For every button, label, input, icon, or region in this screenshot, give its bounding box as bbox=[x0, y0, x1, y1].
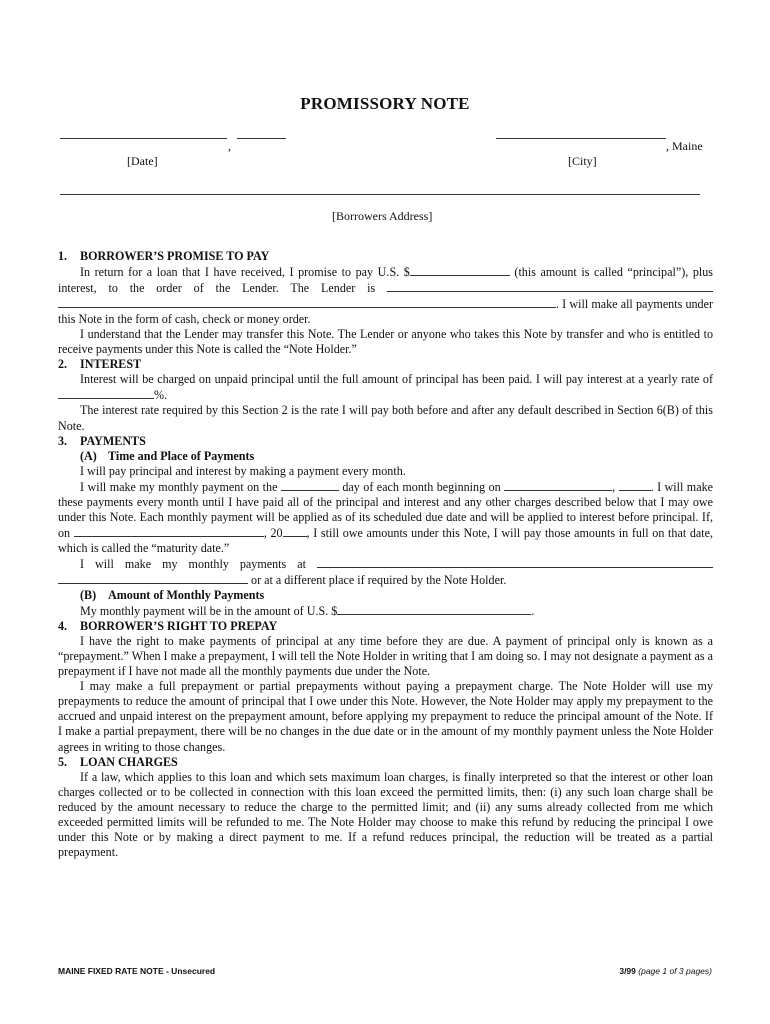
paragraph: I understand that the Lender may transfer this Note. The Lender or anyone who takes this Note by transfer and who is entitled to receive payments under this Note is called the “Note Holder.” bbox=[58, 327, 713, 357]
paragraph: If a law, which applies to this loan and which sets maximum loan charges, is finally interpreted so that the interest or other loan charges collected or to be collected in connection with this loan exceed the permitted limits, then: (i) any such loan charge shall be reduced by the amount necessary to reduce the charge to the permitted limit; and (ii) any sums already collected from me which exceeded permitted limits will be refunded to me. The Note Holder may choose to make this refund by reducing the principal I owe under this Note or by making a direct payment to me. If a refund reduces principal, the reduction will be treated as a partial prepayment. bbox=[58, 769, 713, 859]
text-run: or at a different place if required by the Note Holder. bbox=[248, 572, 507, 587]
monthly-payment-field[interactable] bbox=[337, 603, 531, 615]
city-label: [City] bbox=[568, 154, 597, 168]
section-number: 3. bbox=[58, 433, 68, 448]
year-field[interactable] bbox=[237, 138, 286, 139]
address-label: [Borrowers Address] bbox=[332, 209, 433, 223]
section-number: 4. bbox=[58, 619, 68, 634]
text-run: Interest will be charged on unpaid principal until the full amount of principal has been paid. I will pay interest at a yearly rate of bbox=[80, 372, 713, 387]
subsection-heading bbox=[58, 449, 713, 464]
text-run: . I will make all payments under this Note in the form of cash, check or money order. bbox=[58, 297, 713, 327]
subsection-label: (A) bbox=[80, 448, 97, 463]
paragraph bbox=[58, 372, 713, 403]
text-run: In return for a loan that I have received, I promise to pay U.S. $ bbox=[80, 265, 410, 280]
paragraph: I have the right to make payments of principal at any time before they are due. A payment of principal only is known as a “prepayment.” When I make a prepayment, I will tell the Note Holder in writing that I am doing so. I may not designate a payment as a prepayment if I have not made all the monthly payments due under the Note. bbox=[58, 634, 713, 679]
section-title: INTEREST bbox=[80, 357, 142, 372]
borrower-address-field[interactable] bbox=[60, 194, 700, 195]
payment-place-field[interactable] bbox=[317, 556, 713, 568]
subsection-heading bbox=[58, 588, 713, 603]
start-date-field[interactable] bbox=[504, 479, 612, 491]
date-separator: , bbox=[228, 139, 231, 153]
lender-name-field-continued[interactable] bbox=[58, 296, 556, 308]
section-title: BORROWER’S PROMISE TO PAY bbox=[80, 249, 270, 263]
paragraph bbox=[58, 479, 713, 556]
interest-rate-field[interactable] bbox=[58, 387, 154, 399]
paragraph bbox=[58, 264, 713, 327]
text-run: , 20 bbox=[263, 525, 283, 540]
text-run: , I still owe amounts under this Note, I will pay those amounts in full on that date, which is called the “maturity date.” bbox=[58, 525, 714, 555]
text-run: I will make my monthly payments at bbox=[80, 556, 317, 571]
section-heading bbox=[58, 619, 713, 634]
document-title: PROMISSORY NOTE bbox=[300, 94, 470, 113]
state-suffix: , Maine bbox=[666, 139, 703, 153]
section-number: 2. bbox=[58, 357, 68, 372]
start-year-field[interactable] bbox=[619, 479, 651, 491]
section-number: 1. bbox=[58, 249, 68, 263]
section-title: LOAN CHARGES bbox=[80, 754, 178, 769]
text-run: , bbox=[612, 479, 619, 494]
footer-form-name: MAINE FIXED RATE NOTE - Unsecured bbox=[58, 966, 216, 976]
paragraph: I may make a full prepayment or partial prepayments without paying a prepayment charge. The Note Holder will use my prepayments to reduce the amount of principal that I owe under this Note. However, the Note Holder may apply my prepayment to the accrued and unpaid interest on the prepayment amount, before applying my prepayment to reduce the principal amount of the Note. If I make a partial prepayment, there will be no changes in the due date or in the amount of my monthly payment unless the Note Holder agrees in writing to those changes. bbox=[58, 679, 713, 754]
city-field[interactable] bbox=[496, 138, 666, 139]
paragraph bbox=[58, 603, 713, 619]
footer-version: 3/99 bbox=[619, 966, 636, 976]
text-run: (this amount is called “principal”), plus interest, to the order of the Lender. The Lender is bbox=[58, 265, 713, 296]
maturity-date-field[interactable] bbox=[74, 525, 264, 537]
subsection-title: Time and Place of Payments bbox=[108, 448, 255, 463]
date-field[interactable] bbox=[60, 138, 227, 139]
text-run: . bbox=[531, 604, 535, 619]
payment-place-field-continued[interactable] bbox=[58, 572, 248, 584]
text-run: . I will make these payments every month until I have paid all of the principal and interest and any other charges described below that I may owe under this Note. Each monthly payment will be applied as of its scheduled due date and will be applied to interest before principal. If, on bbox=[58, 479, 713, 540]
section-title: BORROWER’S RIGHT TO PREPAY bbox=[80, 619, 278, 634]
section-heading bbox=[58, 755, 713, 770]
section-number: 5. bbox=[58, 754, 68, 769]
text-run: day of each month beginning on bbox=[338, 479, 505, 494]
paragraph: I will pay principal and interest by making a payment every month. bbox=[80, 463, 406, 478]
footer-page-info bbox=[619, 966, 712, 976]
footer-page-count: (page 1 of 3 pages) bbox=[638, 966, 712, 976]
text-run: I will make my monthly payment on the bbox=[80, 479, 281, 494]
maturity-year-field[interactable] bbox=[283, 525, 307, 537]
paragraph: The interest rate required by this Section 2 is the rate I will pay both before and after any default described in Section 6(B) of this Note. bbox=[58, 403, 713, 433]
text-run: %. bbox=[154, 388, 168, 403]
note-body bbox=[58, 249, 713, 860]
subsection-label: (B) bbox=[80, 588, 97, 603]
lender-name-field[interactable] bbox=[387, 280, 713, 292]
text-run: My monthly payment will be in the amount of U.S. $ bbox=[80, 604, 338, 619]
section-title: PAYMENTS bbox=[80, 433, 146, 448]
section-heading bbox=[58, 249, 713, 264]
date-label: [Date] bbox=[127, 154, 158, 168]
payment-day-field[interactable] bbox=[281, 479, 339, 491]
subsection-title: Amount of Monthly Payments bbox=[108, 588, 265, 603]
paragraph bbox=[58, 556, 713, 588]
section-heading bbox=[58, 434, 713, 449]
section-heading bbox=[58, 357, 713, 372]
principal-amount-field[interactable] bbox=[410, 264, 510, 276]
